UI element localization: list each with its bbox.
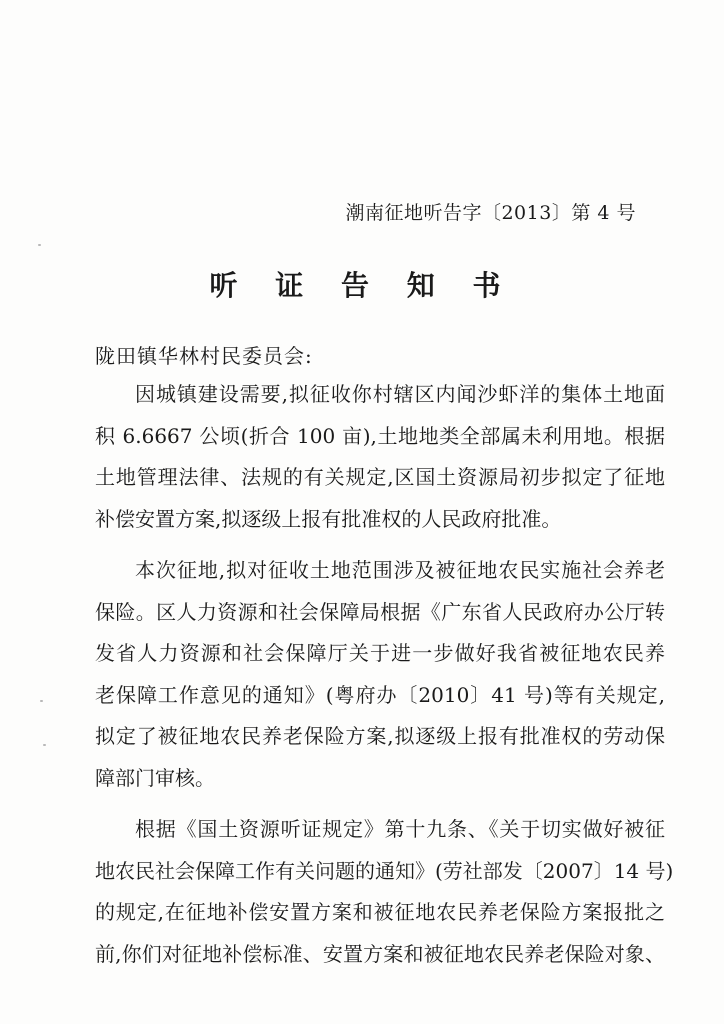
document-body [95, 374, 674, 975]
body-line: 前,你们对征地补偿标准、安置方案和被征地农民养老保险对象、 [95, 941, 665, 966]
body-line: 因城镇建设需要,拟征收你村辖区内闻沙虾洋的集体土地面 [135, 382, 665, 406]
body-line: 拟定了被征地农民养老保险方案,拟逐级上报有批准权的劳动保 [95, 724, 665, 748]
body-line: 老保障工作意见的通知》(粤府办〔2010〕41 号)等有关规定, [95, 682, 665, 707]
paragraph-gap [95, 799, 665, 809]
body-line: 积 6.6667 公顷(折合 100 亩),土地地类全部属未利用地。根据 [95, 423, 665, 448]
body-line: 发省人力资源和社会保障厅关于进一步做好我省被征地农民养 [95, 641, 665, 665]
body-line: 地农民社会保障工作有关问题的通知》(劳社部发〔2007〕14 号) [95, 858, 674, 883]
body-line: 保险。区人力资源和社会保障局根据《广东省人民政府办公厅转 [95, 599, 665, 624]
scan-speck [40, 700, 43, 702]
body-line: 根据《国土资源听证规定》第十九条、《关于切实做好被征 [135, 817, 665, 841]
addressee: 陇田镇华林村民委员会: [95, 344, 313, 368]
body-line: 土地管理法律、法规的有关规定,区国土资源局初步拟定了征地 [95, 465, 665, 489]
body-line: 补偿安置方案,拟逐级上报有批准权的人民政府批准。 [95, 506, 562, 531]
body-line: 本次征地,拟对征收土地范围涉及被征地农民实施社会养老 [135, 558, 665, 582]
body-line: 的规定,在征地补偿安置方案和被征地农民养老保险方案报批之 [95, 900, 665, 924]
document-number: 潮南征地听告字〔2013〕第 4 号 [345, 202, 636, 224]
body-line: 障部门审核。 [95, 765, 215, 790]
scan-speck [43, 744, 46, 746]
paragraph-gap [95, 540, 665, 550]
document-title: 听 证 告 知 书 [209, 269, 515, 302]
scan-speck [38, 244, 41, 246]
